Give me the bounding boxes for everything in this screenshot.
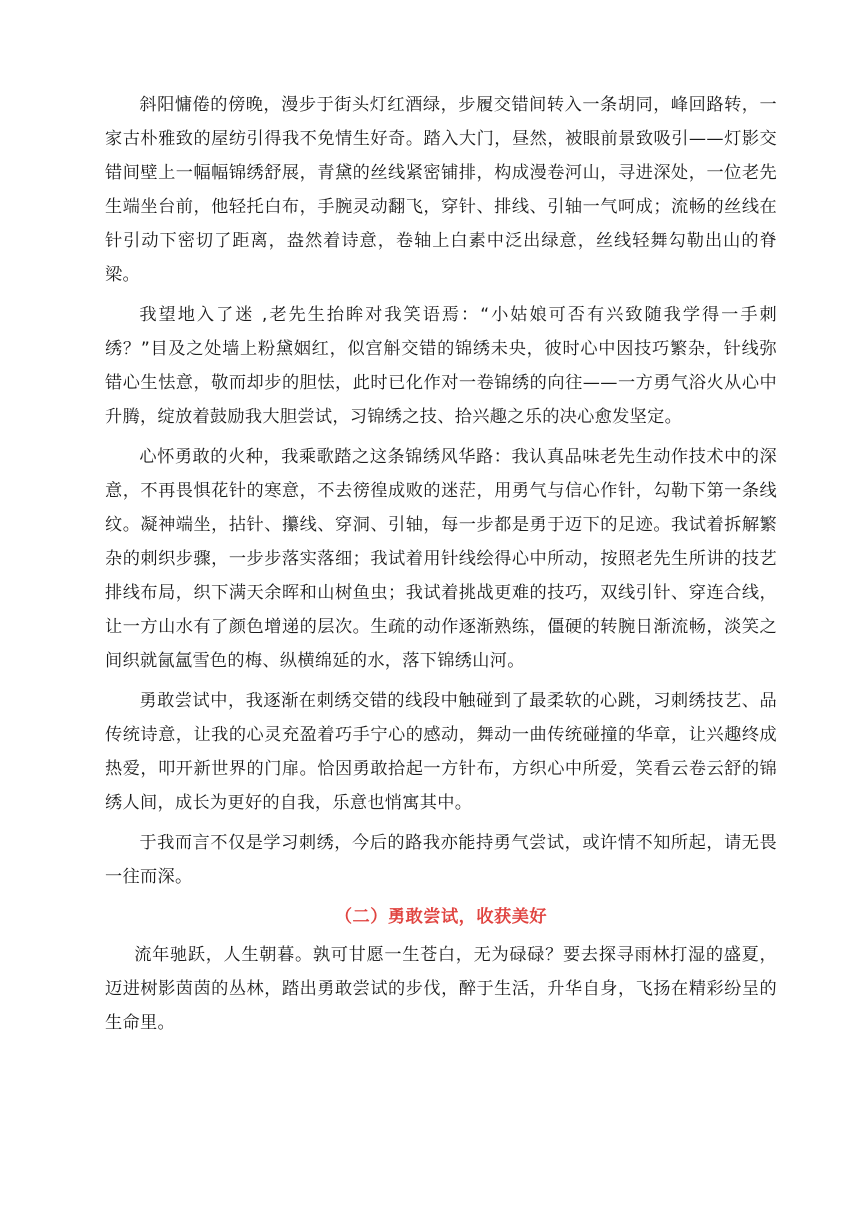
body-paragraph-3: 心怀勇敢的火种，我乘歌踏之这条锦绣风华路：我认真品味老先生动作技术中的深意，不再畏惧花针的寒意，不去徬徨成败的迷茫，用勇气与信心作针，勾勒下第一条线纹。凝神端坐，拈针、攥线、穿洞、引轴，每一步都是勇于迈下的足迹。我试着拆解繁杂的刺织步骤，一步步落实落细；我试着用针线绘得心中所动，按照老先生所讲的技艺排线布局，织下满天余晖和山树鱼虫；我试着挑战更难的技巧，双线引针、穿连合线，让一方山水有了颜色增递的层次。生疏的动作逐渐熟练，僵硬的转腕日渐流畅，淡笑之间织就氤氲雪色的梅、纵横绵延的水，落下锦绣山河。 [105,447,777,671]
body-paragraph-2: 我望地入了迷 ,老先生抬眸对我笑语焉：“小姑娘可否有兴致随我学得一手刺绣？”目及之处墙上粉黛姻红，似宫斛交错的锦绣未央，彼时心中因技巧繁杂，针线弥错心生怯意，敬而却步的胆怯，此时已化作对一卷锦绣的向往——一方勇气浴火从心中升腾，绽放着鼓励我大胆尝试，习锦绣之技、拾兴趣之乐的决心愈发坚定。 [105,305,777,427]
closing-paragraph: 流年驰跃，人生朝暮。孰可甘愿一生苍白，无为碌碌？要去探寻雨林打湿的盛夏，迈进树影茵茵的丛林，踏出勇敢尝试的步伐，醉于生活，升华自身，飞扬在精彩纷呈的生命里。 [105,945,777,1033]
body-paragraph-5: 于我而言不仅是学习刺绣，今后的路我亦能持勇气尝试，或许情不知所起，请无畏一往而深。 [105,833,777,887]
body-paragraph-1: 斜阳慵倦的傍晚，漫步于街头灯红酒绿，步履交错间转入一条胡同，峰回路转，一家古朴雅致的屋纺引得我不免情生好奇。踏入大门，昼然，被眼前景致吸引——灯影交错间壁上一幅幅锦绣舒展，青黛的丝线紧密铺排，构成漫卷河山，寻进深处，一位老先生端坐台前，他轻托白布，手腕灵动翻飞，穿针、排线、引轴一气呵成；流畅的丝线在针引动下密切了距离，盎然着诗意，卷轴上白素中泛出绿意，丝线轻舞勾勒出山的脊梁。 [105,95,777,285]
section-heading: （二）勇敢尝试，收获美好 [334,907,548,927]
document-page [105,88,777,1046]
body-paragraph-4: 勇敢尝试中，我逐渐在刺绣交错的线段中触碰到了最柔软的心跳，习刺绣技艺、品传统诗意，让我的心灵充盈着巧手宁心的感动，舞动一曲传统碰撞的华章，让兴趣终成热爱，叩开新世界的门扉。恰因勇敢拾起一方针布，方织心中所爱，笑看云卷云舒的锦绣人间，成长为更好的自我，乐意也悄寓其中。 [105,691,777,813]
